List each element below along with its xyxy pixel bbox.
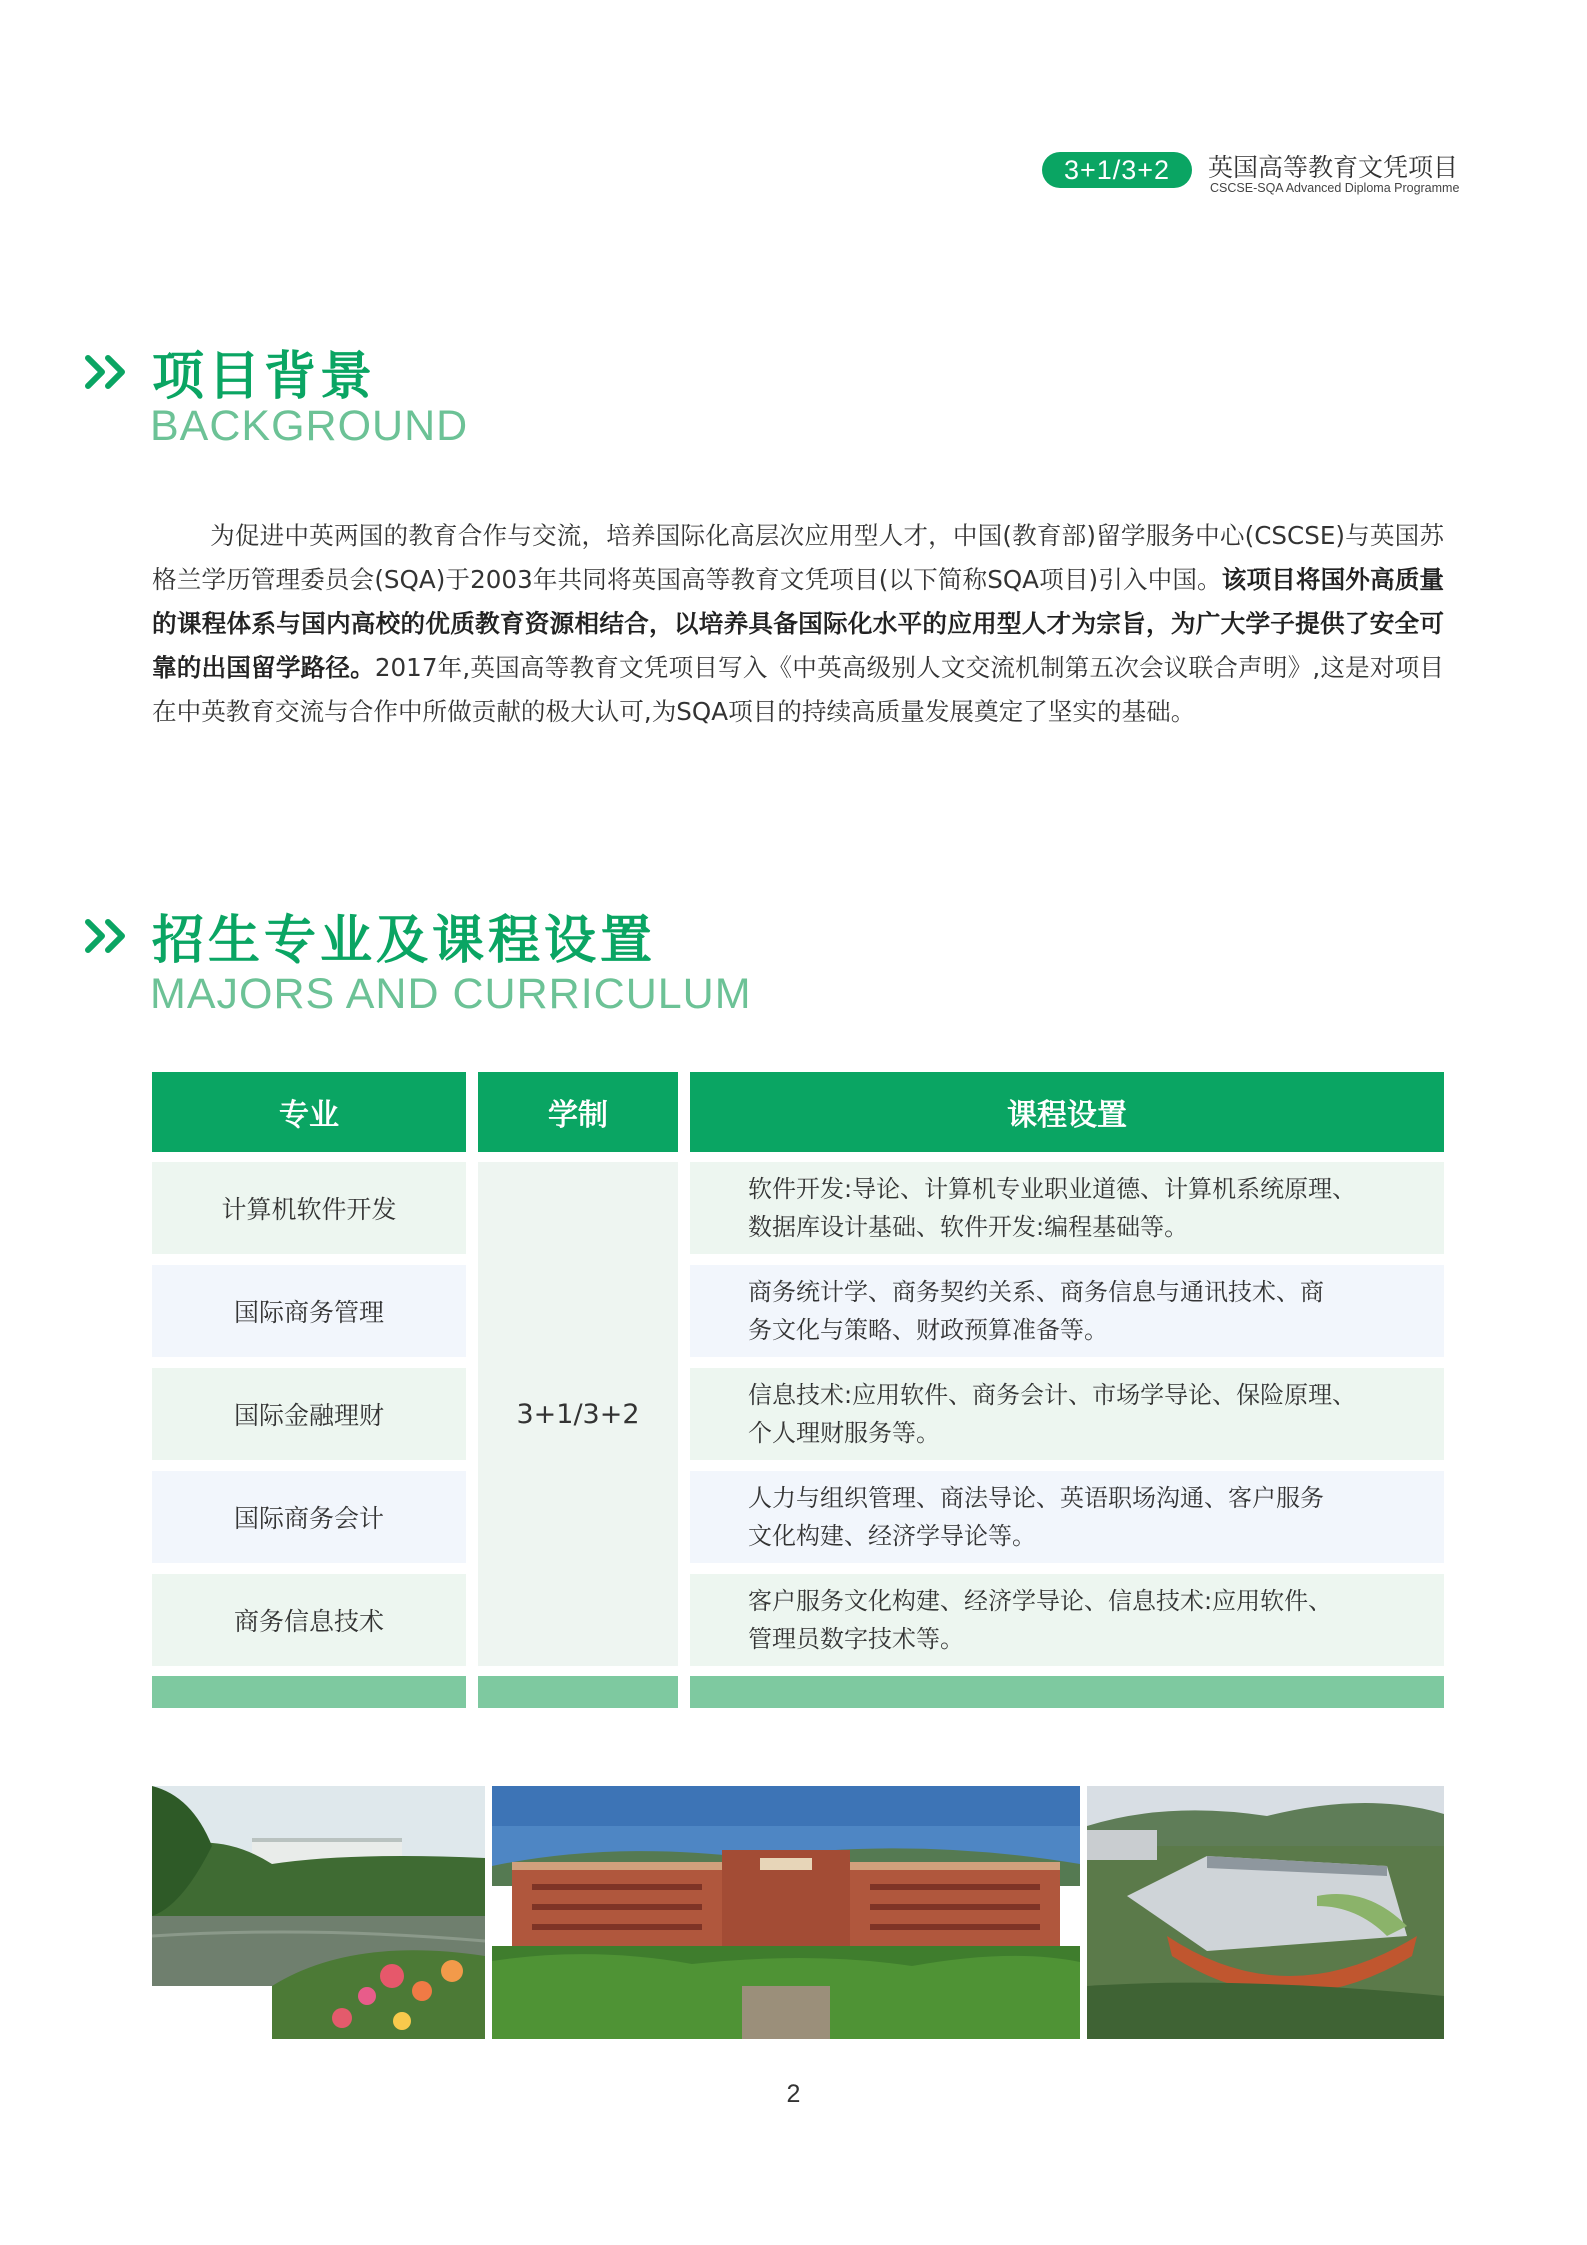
header-duration: 学制 xyxy=(478,1072,678,1152)
table-row-course xyxy=(690,1162,1444,1254)
table-row-major: 商务信息技术 xyxy=(152,1574,466,1666)
sports-hall-photo xyxy=(1087,1786,1444,2039)
programme-badge: 3+1/3+2 xyxy=(1042,152,1192,188)
header-title-en: CSCSE-SQA Advanced Diploma Programme xyxy=(1210,181,1460,195)
double-chevron-icon xyxy=(84,916,134,956)
table-footer-bar xyxy=(152,1676,466,1708)
duration-cell: 3+1/3+2 xyxy=(478,1162,678,1666)
campus-lake-photo xyxy=(152,1786,485,2039)
course-line: 客户服务文化构建、经济学导论、信息技术:应用软件、 xyxy=(748,1587,1333,1615)
course-line: 软件开发:导论、计算机专业职业道德、计算机系统原理、 xyxy=(748,1175,1357,1203)
table-row-major: 计算机软件开发 xyxy=(152,1162,466,1254)
course-line: 信息技术:应用软件、商务会计、市场学导论、保险原理、 xyxy=(748,1381,1357,1409)
para-part2: 2017年,英国高等教育文凭项目写入《中英高级别人文交流机制第五次会议联合声明》,这是对项目在中英教育交流与合作中所做贡献的极大认可,为SQA项目的持续高质量发展奠定了坚实的基础。 xyxy=(152,653,1444,726)
course-line: 务文化与策略、财政预算准备等。 xyxy=(748,1316,1108,1344)
table-row-course xyxy=(690,1265,1444,1357)
para-part1: 为促进中英两国的教育合作与交流，培养国际化高层次应用型人才，中国(教育部)留学服务中心(CSCSE)与英国苏格兰学历管理委员会(SQA)于2003年共同将英国高等教育文凭项目(以下简称SQA项目)引入中国。 xyxy=(152,521,1444,594)
page-number: 2 xyxy=(786,2080,801,2108)
curriculum-table xyxy=(152,1072,1444,1708)
header-major: 专业 xyxy=(152,1072,466,1152)
header-badge xyxy=(1042,148,1462,194)
background-paragraph xyxy=(152,514,1444,734)
campus-building-photo xyxy=(492,1786,1080,2039)
header-title-cn: 英国高等教育文凭项目 xyxy=(1208,153,1459,182)
table-row-course xyxy=(690,1471,1444,1563)
table-row-course xyxy=(690,1574,1444,1666)
table-row-course xyxy=(690,1368,1444,1460)
course-line: 人力与组织管理、商法导论、英语职场沟通、客户服务 xyxy=(748,1484,1324,1512)
table-footer-bar xyxy=(478,1676,678,1708)
table-row-major: 国际商务管理 xyxy=(152,1265,466,1357)
course-line: 管理员数字技术等。 xyxy=(748,1625,964,1653)
background-title-cn: 项目背景 xyxy=(152,347,377,407)
header-course: 课程设置 xyxy=(690,1072,1444,1152)
table-row-major: 国际金融理财 xyxy=(152,1368,466,1460)
course-line: 数据库设计基础、软件开发:编程基础等。 xyxy=(748,1213,1189,1241)
table-row-major: 国际商务会计 xyxy=(152,1471,466,1563)
background-heading xyxy=(84,334,376,409)
curriculum-title-en: MAJORS AND CURRICULUM xyxy=(150,970,752,1018)
background-title-en: BACKGROUND xyxy=(150,402,469,450)
course-line: 商务统计学、商务契约关系、商务信息与通讯技术、商 xyxy=(748,1278,1324,1306)
curriculum-title-cn: 招生专业及课程设置 xyxy=(152,911,657,971)
double-chevron-icon xyxy=(84,352,134,392)
curriculum-heading xyxy=(84,898,656,973)
para-bold: 该项目将国外高质量的课程体系与国内高校的优质教育资源相结合，以培养具备国际化水平的应用型人才为宗旨，为广大学子提供了安全可靠的出国留学路径。 xyxy=(152,565,1444,682)
table-footer-bar xyxy=(690,1676,1444,1708)
course-line: 文化构建、经济学导论等。 xyxy=(748,1522,1036,1550)
course-line: 个人理财服务等。 xyxy=(748,1419,940,1447)
